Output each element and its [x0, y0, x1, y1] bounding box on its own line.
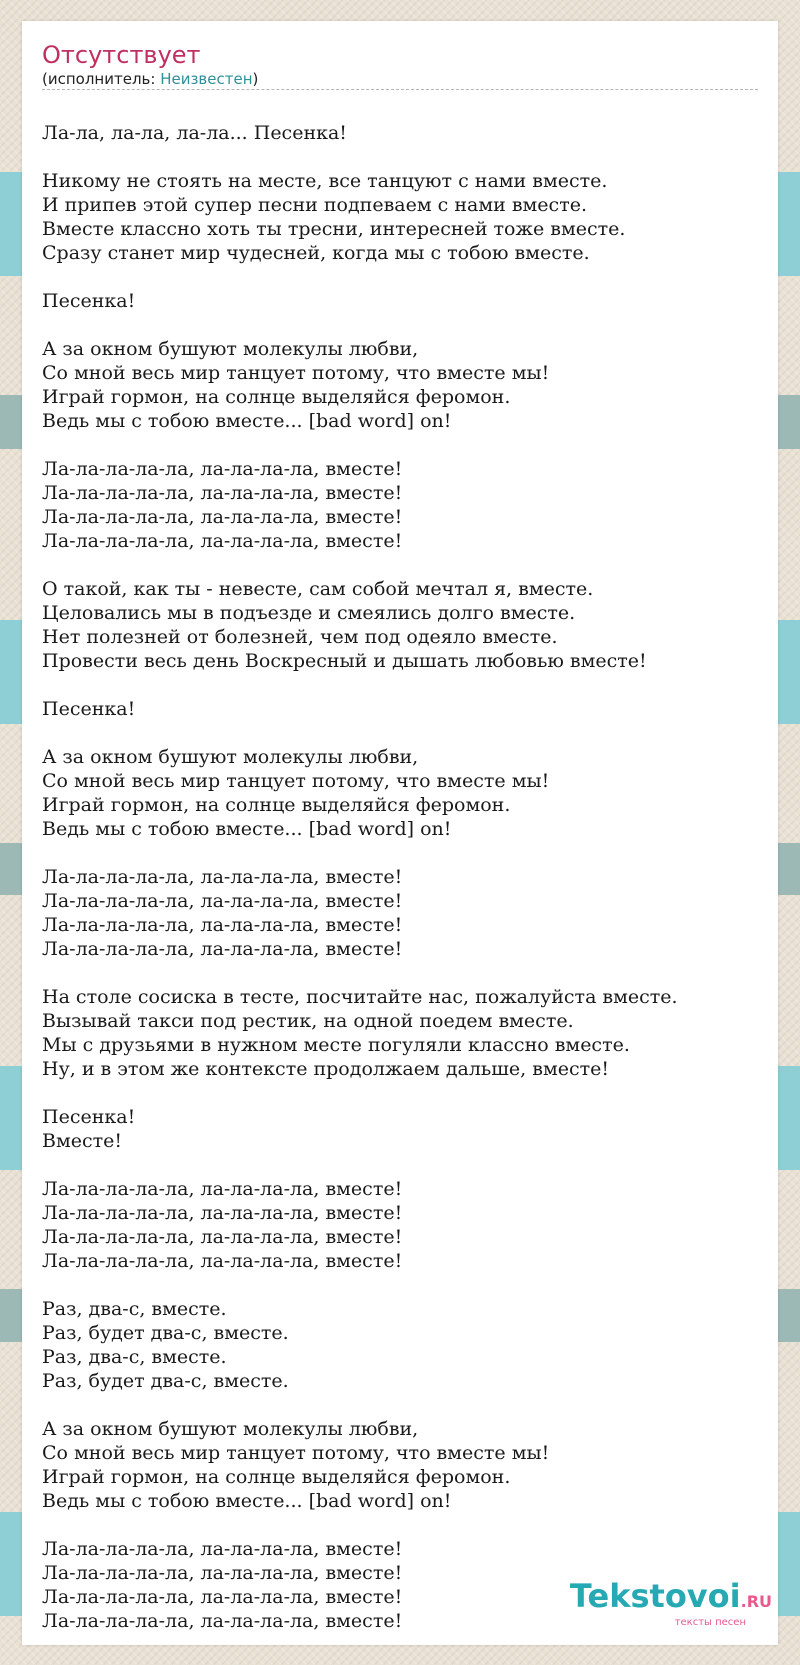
- logo-tld: .RU: [740, 1592, 772, 1611]
- logo-tagline: тексты песен: [674, 1617, 746, 1628]
- lyric-blank-line: [42, 1081, 767, 1105]
- lyric-blank-line: [42, 265, 767, 289]
- logo-name: Tekstovoi: [569, 1577, 741, 1615]
- lyric-line: Раз, два-с, вместе.: [42, 1346, 227, 1368]
- lyric-line: Ла-ла-ла-ла-ла, ла-ла-ла-ла, вместе!: [42, 866, 403, 888]
- lyric-line: Со мной весь мир танцует потому, что вместе мы!: [42, 362, 550, 384]
- lyric-line: Ла-ла-ла-ла-ла, ла-ла-ла-ла, вместе!: [42, 1202, 403, 1224]
- lyric-line: Ла-ла-ла-ла-ла, ла-ла-ла-ла, вместе!: [42, 1586, 403, 1608]
- lyric-line: Ла-ла-ла-ла-ла, ла-ла-ла-ла, вместе!: [42, 914, 403, 936]
- lyric-line: А за окном бушуют молекулы любви,: [42, 1418, 419, 1440]
- lyric-line: Раз, будет два-с, вместе.: [42, 1322, 289, 1344]
- artist-link[interactable]: Неизвестен: [160, 70, 253, 88]
- lyric-line: Вместе!: [42, 1130, 123, 1152]
- lyrics-text: [42, 121, 767, 1633]
- lyric-line: Ла-ла, ла-ла, ла-ла... Песенка!: [42, 122, 347, 144]
- artist-line: [42, 70, 258, 88]
- lyric-line: Целовались мы в подъезде и смеялись долго вместе.: [42, 602, 576, 624]
- artist-suffix: ): [252, 70, 259, 88]
- lyric-blank-line: [42, 961, 767, 985]
- lyric-line: Ла-ла-ла-ла-ла, ла-ла-ла-ла, вместе!: [42, 1226, 403, 1248]
- lyric-line: О такой, как ты - невесте, сам собой мечтал я, вместе.: [42, 578, 594, 600]
- lyric-line: Сразу станет мир чудесней, когда мы с тобою вместе.: [42, 242, 590, 264]
- lyric-blank-line: [42, 1393, 767, 1417]
- lyric-blank-line: [42, 841, 767, 865]
- lyric-line: Ну, и в этом же контексте продолжаем дальше, вместе!: [42, 1058, 610, 1080]
- lyric-line: Ведь мы с тобою вместе... [bad word] on!: [42, 410, 452, 432]
- lyric-line: Ла-ла-ла-ла-ла, ла-ла-ла-ла, вместе!: [42, 458, 403, 480]
- logo-wordmark: [570, 1578, 772, 1620]
- lyric-line: Раз, будет два-с, вместе.: [42, 1370, 289, 1392]
- lyric-blank-line: [42, 553, 767, 577]
- lyric-line: Ла-ла-ла-ла-ла, ла-ла-ла-ла, вместе!: [42, 890, 403, 912]
- lyric-line: Ла-ла-ла-ла-ла, ла-ла-ла-ла, вместе!: [42, 1562, 403, 1584]
- lyric-line: Песенка!: [42, 1106, 136, 1128]
- artist-prefix: (исполнитель:: [42, 70, 161, 88]
- lyric-line: Ла-ла-ла-ла-ла, ла-ла-ла-ла, вместе!: [42, 482, 403, 504]
- lyric-blank-line: [42, 313, 767, 337]
- lyric-line: А за окном бушуют молекулы любви,: [42, 746, 419, 768]
- lyric-line: И припев этой супер песни подпеваем с нами вместе.: [42, 194, 587, 216]
- lyric-blank-line: [42, 1273, 767, 1297]
- lyric-line: Играй гормон, на солнце выделяйся феромон.: [42, 386, 511, 408]
- lyric-line: Ла-ла-ла-ла-ла, ла-ла-ла-ла, вместе!: [42, 1250, 403, 1272]
- lyric-blank-line: [42, 721, 767, 745]
- lyric-line: Ла-ла-ла-ла-ла, ла-ла-ла-ла, вместе!: [42, 506, 403, 528]
- lyric-line: Играй гормон, на солнце выделяйся феромон.: [42, 1466, 511, 1488]
- lyrics-card: [22, 21, 778, 1645]
- lyric-line: Нет полезней от болезней, чем под одеяло вместе.: [42, 626, 558, 648]
- title-divider: [42, 89, 758, 90]
- lyric-line: На столе сосиска в тесте, посчитайте нас, пожалуйста вместе.: [42, 986, 678, 1008]
- lyric-line: Вызывай такси под рестик, на одной поедем вместе.: [42, 1010, 574, 1032]
- lyric-line: Провести весь день Воскресный и дышать любовью вместе!: [42, 650, 647, 672]
- lyric-line: Ла-ла-ла-ла-ла, ла-ла-ла-ла, вместе!: [42, 1538, 403, 1560]
- song-title: Отсутствует: [42, 41, 201, 69]
- lyric-line: Ла-ла-ла-ла-ла, ла-ла-ла-ла, вместе!: [42, 938, 403, 960]
- lyric-line: Со мной весь мир танцует потому, что вместе мы!: [42, 770, 550, 792]
- lyric-line: Ла-ла-ла-ла-ла, ла-ла-ла-ла, вместе!: [42, 1178, 403, 1200]
- lyric-line: Песенка!: [42, 290, 136, 312]
- lyric-line: Играй гормон, на солнце выделяйся феромон.: [42, 794, 511, 816]
- lyric-line: Раз, два-с, вместе.: [42, 1298, 227, 1320]
- lyric-line: Ла-ла-ла-ла-ла, ла-ла-ла-ла, вместе!: [42, 1610, 403, 1632]
- lyric-blank-line: [42, 673, 767, 697]
- lyric-blank-line: [42, 1513, 767, 1537]
- lyric-line: Мы с друзьями в нужном месте погуляли классно вместе.: [42, 1034, 630, 1056]
- lyric-blank-line: [42, 433, 767, 457]
- site-logo[interactable]: [570, 1578, 772, 1629]
- lyric-blank-line: [42, 145, 767, 169]
- lyric-line: Ла-ла-ла-ла-ла, ла-ла-ла-ла, вместе!: [42, 530, 403, 552]
- lyric-line: Ведь мы с тобою вместе... [bad word] on!: [42, 1490, 452, 1512]
- lyric-line: Вместе классно хоть ты тресни, интересней тоже вместе.: [42, 218, 626, 240]
- lyric-line: Песенка!: [42, 698, 136, 720]
- lyric-blank-line: [42, 1153, 767, 1177]
- lyric-line: Со мной весь мир танцует потому, что вместе мы!: [42, 1442, 550, 1464]
- lyric-line: Никому не стоять на месте, все танцуют с нами вместе.: [42, 170, 608, 192]
- lyric-line: Ведь мы с тобою вместе... [bad word] on!: [42, 818, 452, 840]
- lyric-line: А за окном бушуют молекулы любви,: [42, 338, 419, 360]
